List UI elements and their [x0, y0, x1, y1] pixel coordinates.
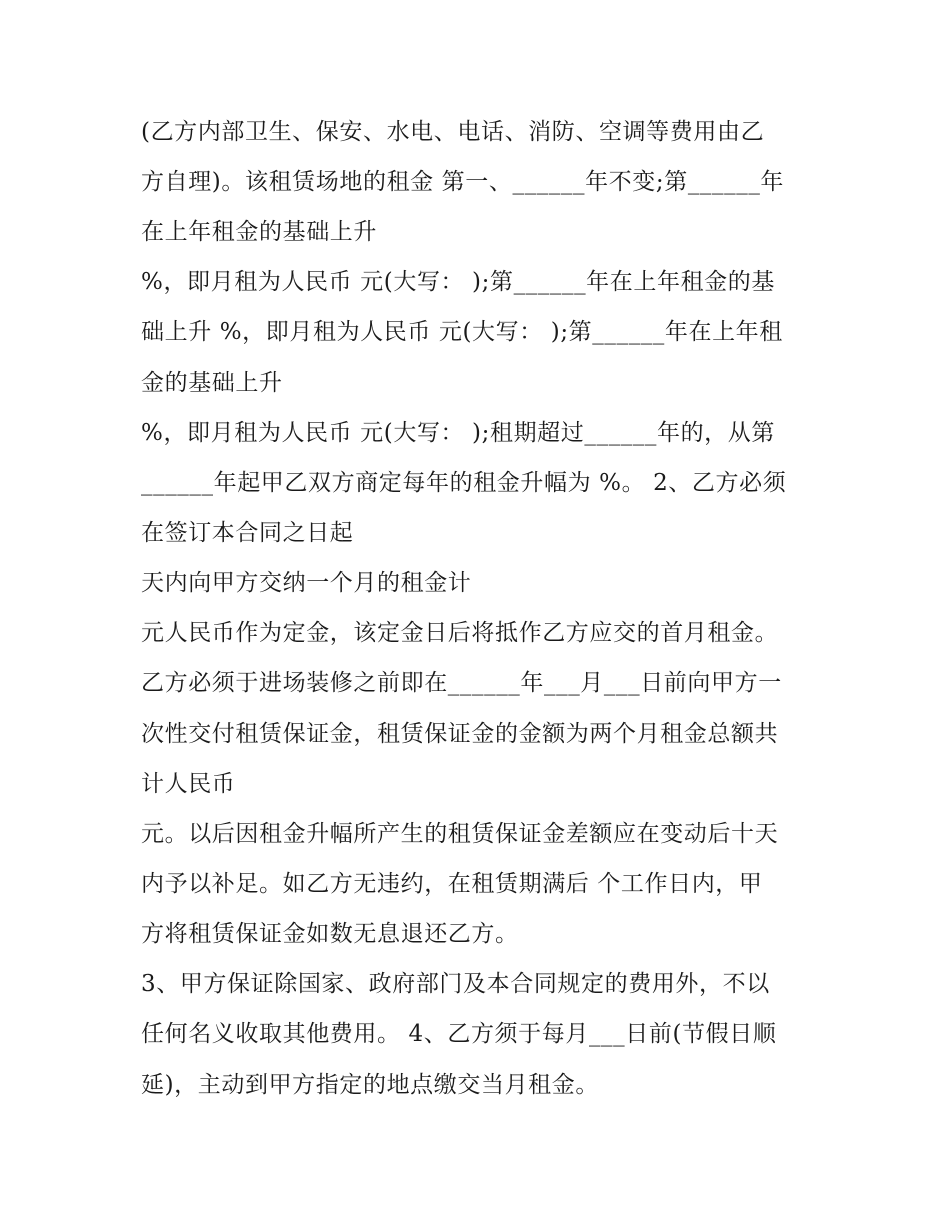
text-line: 次性交付租赁保证金，租赁保证金的金额为两个月租金总额共	[141, 721, 779, 747]
text-line: (乙方内部卫生、保安、水电、电话、消防、空调等费用由乙	[141, 119, 765, 145]
text-line: 计人民币	[141, 771, 236, 797]
text-line: 延)，主动到甲方指定的地点缴交当月租金。	[141, 1072, 599, 1098]
text-line: 金的基础上升	[141, 370, 283, 396]
text-line: %，即月租为人民币 元(大写： );租期超过______年的，从第	[141, 420, 775, 446]
text-line: ______年起甲乙双方商定每年的租金升幅为 %。 2、乙方必须	[141, 470, 787, 496]
text-line: 在签订本合同之日起	[141, 520, 354, 546]
text-line: 方将租赁保证金如数无息退还乙方。	[141, 921, 519, 947]
text-line: 内予以补足。如乙方无违约，在租赁期满后 个工作日内，甲	[141, 871, 763, 897]
text-line: %，即月租为人民币 元(大写： );第______年在上年租金的基	[141, 269, 775, 295]
text-line: 任何名义收取其他费用。 4、乙方须于每月___日前(节假日顺	[141, 1021, 777, 1047]
text-line: 3、甲方保证除国家、政府部门及本合同规定的费用外，不以	[141, 971, 770, 997]
text-line: 在上年租金的基础上升	[141, 219, 377, 245]
text-line: 元人民币作为定金，该定金日后将抵作乙方应交的首月租金。	[141, 620, 779, 646]
text-line: 础上升 %，即月租为人民币 元(大写： );第______年在上年租	[141, 319, 783, 345]
text-line: 乙方必须于进场装修之前即在______年___月___日前向甲方一	[141, 670, 782, 696]
text-line: 方自理)。该租赁场地的租金 第一、______年不变;第______年	[141, 169, 785, 195]
text-line: 元。以后因租金升幅所产生的租赁保证金差额应在变动后十天	[141, 821, 779, 847]
text-line: 天内向甲方交纳一个月的租金计	[141, 570, 472, 596]
